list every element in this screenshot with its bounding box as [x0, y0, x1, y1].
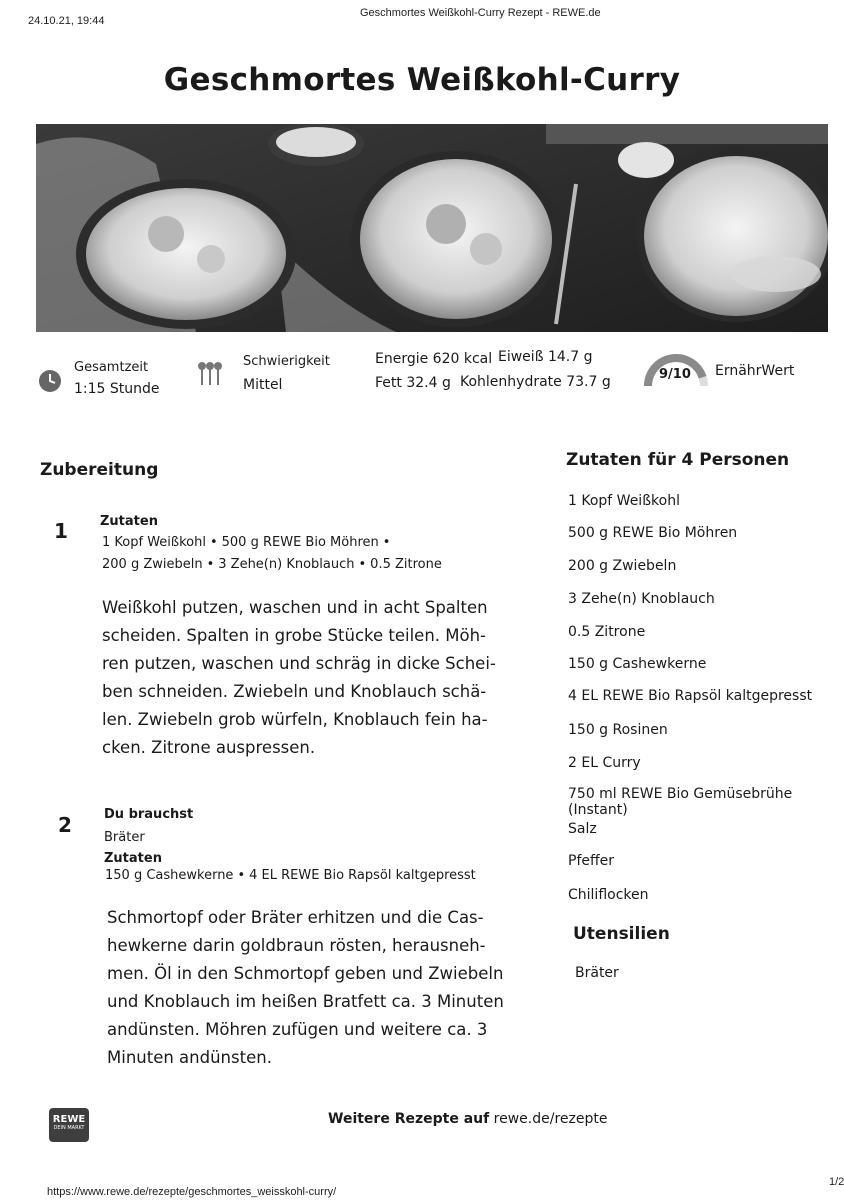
rewe-logo: REWE DEIN MARKT: [49, 1108, 89, 1142]
fat-value: Fett 32.4 g: [375, 375, 451, 391]
step-2-number: 2: [58, 813, 72, 837]
carbs-value: Kohlenhydrate 73.7 g: [460, 374, 611, 390]
ingredient-item: 1 Kopf Weißkohl: [568, 493, 680, 509]
more-recipes-link[interactable]: rewe.de/rezepte: [493, 1111, 608, 1127]
ingredient-item: 4 EL REWE Bio Rapsöl kaltgepresst: [568, 688, 813, 704]
ingredients-heading: Zutaten für 4 Personen: [566, 450, 790, 470]
utensil-item: Bräter: [575, 965, 619, 981]
ingredient-item: 150 g Cashewkerne: [568, 656, 707, 672]
step-1-ingredients-label: Zutaten: [100, 514, 158, 529]
ingredient-item: 2 EL Curry: [568, 755, 641, 771]
step-2-tools: Bräter: [104, 830, 145, 845]
protein-value: Eiweiß 14.7 g: [498, 349, 593, 365]
print-datetime: 24.10.21, 19:44: [28, 15, 105, 27]
ingredient-item: 500 g REWE Bio Möhren: [568, 525, 738, 541]
recipe-title: Geschmortes Weißkohl-Curry: [163, 62, 681, 98]
recipe-photo: [36, 124, 828, 332]
page-url[interactable]: https://www.rewe.de/rezepte/geschmortes_weisskohl-curry/: [47, 1186, 337, 1198]
score-value: 9/10: [659, 367, 691, 382]
time-label: Gesamtzeit: [74, 360, 149, 375]
step-2-ingredients-line-1: 150 g Cashewkerne • 4 EL REWE Bio Rapsöl kaltgepresst: [105, 868, 476, 883]
ingredient-item: 750 ml REWE Bio Gemüsebrühe (Instant): [568, 786, 793, 818]
page-number: 1/2: [829, 1176, 844, 1188]
step-1-ingredients-line-2: 200 g Zwiebeln • 3 Zehe(n) Knoblauch • 0.5 Zitrone: [102, 557, 442, 572]
energy-value: Energie 620 kcal: [375, 351, 493, 367]
step-1-ingredients-line-1: 1 Kopf Weißkohl • 500 g REWE Bio Möhren •: [102, 535, 391, 550]
ingredient-item: 3 Zehe(n) Knoblauch: [568, 591, 715, 607]
preparation-heading: Zubereitung: [40, 460, 159, 480]
print-page-title: Geschmortes Weißkohl-Curry Rezept - REWE.de: [360, 7, 601, 19]
ingredient-item: 150 g Rosinen: [568, 722, 668, 738]
step-1-number: 1: [54, 519, 68, 543]
step-2-tools-label: Du brauchst: [104, 807, 194, 822]
score-label: ErnährWert: [715, 363, 795, 379]
ingredient-item: Salz: [568, 821, 597, 837]
utensils-heading: Utensilien: [573, 924, 670, 944]
step-1-text: Weißkohl putzen, waschen und in acht Spalten scheiden. Spalten in grobe Stücke teilen. Möh- ren putzen, waschen und schräg in dicke Schei- ben schneiden. Zwiebeln und Knoblauch schä- len. Zwiebeln grob würfeln, Knoblauch fein ha- cken. Zitrone auspressen.: [102, 598, 496, 757]
ingredient-item: Chiliflocken: [568, 887, 649, 903]
difficulty-label: Schwierigkeit: [243, 354, 330, 369]
cutlery-icon: [197, 361, 223, 387]
ingredient-item: Pfeffer: [568, 853, 614, 869]
ingredient-item: 0.5 Zitrone: [568, 624, 646, 640]
ingredient-item: 200 g Zwiebeln: [568, 558, 677, 574]
clock-icon: [38, 369, 62, 393]
difficulty-value: Mittel: [243, 377, 283, 393]
step-2-ingredients-label: Zutaten: [104, 851, 162, 866]
more-recipes: Weitere Rezepte auf rewe.de/rezepte: [328, 1111, 608, 1127]
time-value: 1:15 Stunde: [74, 381, 160, 397]
step-2-text: Schmortopf oder Bräter erhitzen und die Cas- hewkerne darin goldbraun rösten, herausneh- men. Öl in den Schmortopf geben und Zwiebeln und Knoblauch im heißen Bratfett ca. 3 Minuten andünsten. Möhren zufügen und weitere ca. 3 Minuten andünsten.: [107, 908, 504, 1067]
